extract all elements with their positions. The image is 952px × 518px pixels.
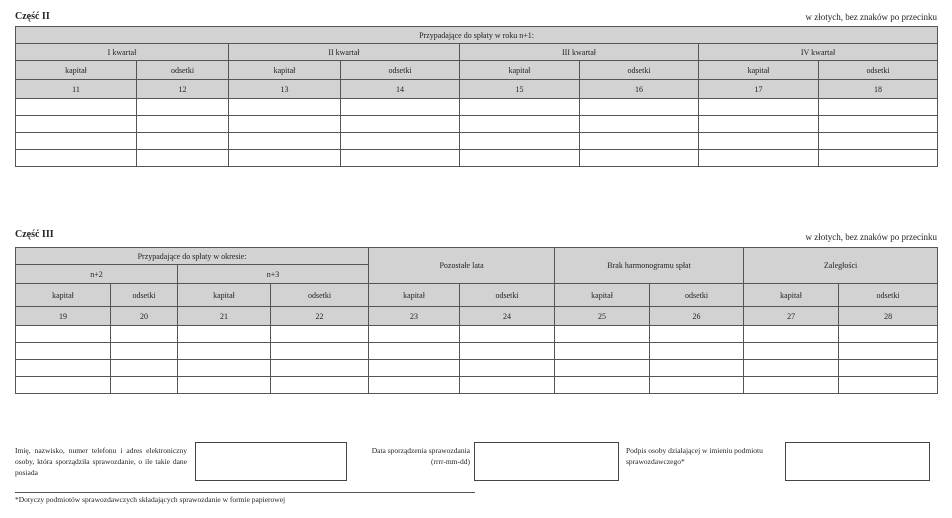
column-subheader: kapitał: [369, 284, 460, 307]
column-number: 24: [460, 307, 555, 326]
data-cell[interactable]: [271, 377, 369, 394]
part2-table: [15, 26, 938, 167]
data-cell[interactable]: [111, 360, 178, 377]
column-number: 28: [839, 307, 938, 326]
column-number: 19: [16, 307, 111, 326]
data-cell[interactable]: [178, 326, 271, 343]
data-cell[interactable]: [555, 326, 650, 343]
part3-units-note: w złotych, bez znaków po przecinku: [805, 232, 937, 242]
column-subheader: odsetki: [650, 284, 744, 307]
column-number: 21: [178, 307, 271, 326]
part3-table: [15, 247, 938, 394]
data-cell[interactable]: [460, 99, 580, 116]
part3-title: Część III: [15, 229, 54, 240]
column-subheader: odsetki: [111, 284, 178, 307]
column-subheader: kapitał: [460, 61, 580, 80]
data-cell[interactable]: [580, 116, 699, 133]
data-cell[interactable]: [839, 326, 938, 343]
part2-units-note: w złotych, bez znaków po przecinku: [805, 12, 937, 22]
data-cell[interactable]: [839, 377, 938, 394]
column-subheader: odsetki: [839, 284, 938, 307]
column-subheader: kapitał: [555, 284, 650, 307]
data-cell[interactable]: [16, 99, 137, 116]
data-cell[interactable]: [16, 343, 111, 360]
data-cell[interactable]: [555, 360, 650, 377]
date-label: [355, 445, 470, 467]
data-cell[interactable]: [819, 133, 938, 150]
footnote-divider: [15, 492, 475, 493]
quarter-2-header: II kwartał: [229, 44, 460, 61]
data-cell[interactable]: [111, 343, 178, 360]
signature-label: Podpis osoby działającej w imieniu podmiotu sprawozdawczego*: [626, 446, 763, 466]
data-cell[interactable]: [341, 116, 460, 133]
data-cell[interactable]: [839, 343, 938, 360]
column-number: 11: [16, 80, 137, 99]
data-cell[interactable]: [229, 133, 341, 150]
data-cell[interactable]: [699, 133, 819, 150]
column-number: 23: [369, 307, 460, 326]
data-cell[interactable]: [650, 343, 744, 360]
column-subheader: kapitał: [229, 61, 341, 80]
column-number: 27: [744, 307, 839, 326]
data-cell[interactable]: [460, 133, 580, 150]
data-cell[interactable]: [369, 343, 460, 360]
column-subheader: odsetki: [341, 61, 460, 80]
data-cell[interactable]: [744, 343, 839, 360]
column-subheader: kapitał: [16, 284, 111, 307]
data-cell[interactable]: [369, 326, 460, 343]
column-subheader: kapitał: [16, 61, 137, 80]
column-subheader: odsetki: [137, 61, 229, 80]
data-cell[interactable]: [271, 326, 369, 343]
column-subheader: kapitał: [178, 284, 271, 307]
data-cell[interactable]: [580, 133, 699, 150]
data-cell[interactable]: [137, 150, 229, 167]
column-number: 16: [580, 80, 699, 99]
part2-header: Przypadające do spłaty w roku n+1:: [16, 27, 938, 44]
part2-title: Część II: [15, 11, 50, 22]
preparer-input[interactable]: [195, 442, 347, 481]
data-cell[interactable]: [580, 99, 699, 116]
column-number: 25: [555, 307, 650, 326]
column-subheader: kapitał: [744, 284, 839, 307]
column-subheader: odsetki: [460, 284, 555, 307]
data-cell[interactable]: [137, 99, 229, 116]
column-number: 15: [460, 80, 580, 99]
data-cell[interactable]: [341, 99, 460, 116]
column-number: 14: [341, 80, 460, 99]
date-label-text: Data sporządzenia sprawozdania: [371, 446, 470, 455]
data-cell[interactable]: [555, 377, 650, 394]
data-cell[interactable]: [839, 360, 938, 377]
part3-header: Przypadające do spłaty w okresie:: [16, 248, 369, 265]
data-cell[interactable]: [341, 150, 460, 167]
column-subheader: odsetki: [271, 284, 369, 307]
data-cell[interactable]: [271, 360, 369, 377]
data-cell[interactable]: [699, 150, 819, 167]
column-number: 22: [271, 307, 369, 326]
data-cell[interactable]: [460, 116, 580, 133]
quarter-3-header: III kwartał: [460, 44, 699, 61]
data-cell[interactable]: [137, 116, 229, 133]
data-cell[interactable]: [16, 326, 111, 343]
data-cell[interactable]: [650, 377, 744, 394]
data-cell[interactable]: [699, 116, 819, 133]
column-number: 26: [650, 307, 744, 326]
column-number: 17: [699, 80, 819, 99]
quarter-4-header: IV kwartał: [699, 44, 938, 61]
no-schedule-header: Brak harmonogramu spłat: [555, 248, 744, 284]
column-number: 12: [137, 80, 229, 99]
signature-input[interactable]: [785, 442, 930, 481]
data-cell[interactable]: [369, 377, 460, 394]
data-cell[interactable]: [369, 360, 460, 377]
data-cell[interactable]: [271, 343, 369, 360]
data-cell[interactable]: [819, 116, 938, 133]
data-cell[interactable]: [178, 343, 271, 360]
quarter-1-header: I kwartał: [16, 44, 229, 61]
preparer-label: Imię, nazwisko, numer telefonu i adres elektroniczny osoby, która sporządziła sprawozdanie, o ile takie dane posiada: [15, 446, 187, 477]
date-input[interactable]: [474, 442, 619, 481]
footnote: *Dotyczy podmiotów sprawozdawczych składających sprawozdanie w formie papierowej: [15, 495, 286, 504]
arrears-header: Zaległości: [744, 248, 938, 284]
column-number: 13: [229, 80, 341, 99]
column-number: 18: [819, 80, 938, 99]
period-n3-header: n+3: [178, 265, 369, 284]
data-cell[interactable]: [111, 377, 178, 394]
column-subheader: odsetki: [580, 61, 699, 80]
data-cell[interactable]: [744, 377, 839, 394]
data-cell[interactable]: [16, 360, 111, 377]
period-n2-header: n+2: [16, 265, 178, 284]
data-cell[interactable]: [111, 326, 178, 343]
data-cell[interactable]: [341, 133, 460, 150]
column-subheader: kapitał: [699, 61, 819, 80]
data-cell[interactable]: [16, 377, 111, 394]
data-cell[interactable]: [460, 360, 555, 377]
data-cell[interactable]: [819, 99, 938, 116]
other-years-header: Pozostałe lata: [369, 248, 555, 284]
data-cell[interactable]: [460, 377, 555, 394]
data-cell[interactable]: [555, 343, 650, 360]
data-cell[interactable]: [16, 133, 137, 150]
data-cell[interactable]: [16, 116, 137, 133]
data-cell[interactable]: [650, 360, 744, 377]
data-cell[interactable]: [229, 99, 341, 116]
data-cell[interactable]: [137, 133, 229, 150]
data-cell[interactable]: [178, 360, 271, 377]
data-cell[interactable]: [460, 150, 580, 167]
data-cell[interactable]: [819, 150, 938, 167]
data-cell[interactable]: [744, 326, 839, 343]
data-cell[interactable]: [744, 360, 839, 377]
data-cell[interactable]: [460, 343, 555, 360]
data-cell[interactable]: [229, 116, 341, 133]
data-cell[interactable]: [178, 377, 271, 394]
data-cell[interactable]: [580, 150, 699, 167]
date-format: (rrrr-mm-dd): [431, 457, 470, 466]
data-cell[interactable]: [699, 99, 819, 116]
data-cell[interactable]: [460, 326, 555, 343]
data-cell[interactable]: [650, 326, 744, 343]
data-cell[interactable]: [229, 150, 341, 167]
column-number: 20: [111, 307, 178, 326]
column-subheader: odsetki: [819, 61, 938, 80]
data-cell[interactable]: [16, 150, 137, 167]
